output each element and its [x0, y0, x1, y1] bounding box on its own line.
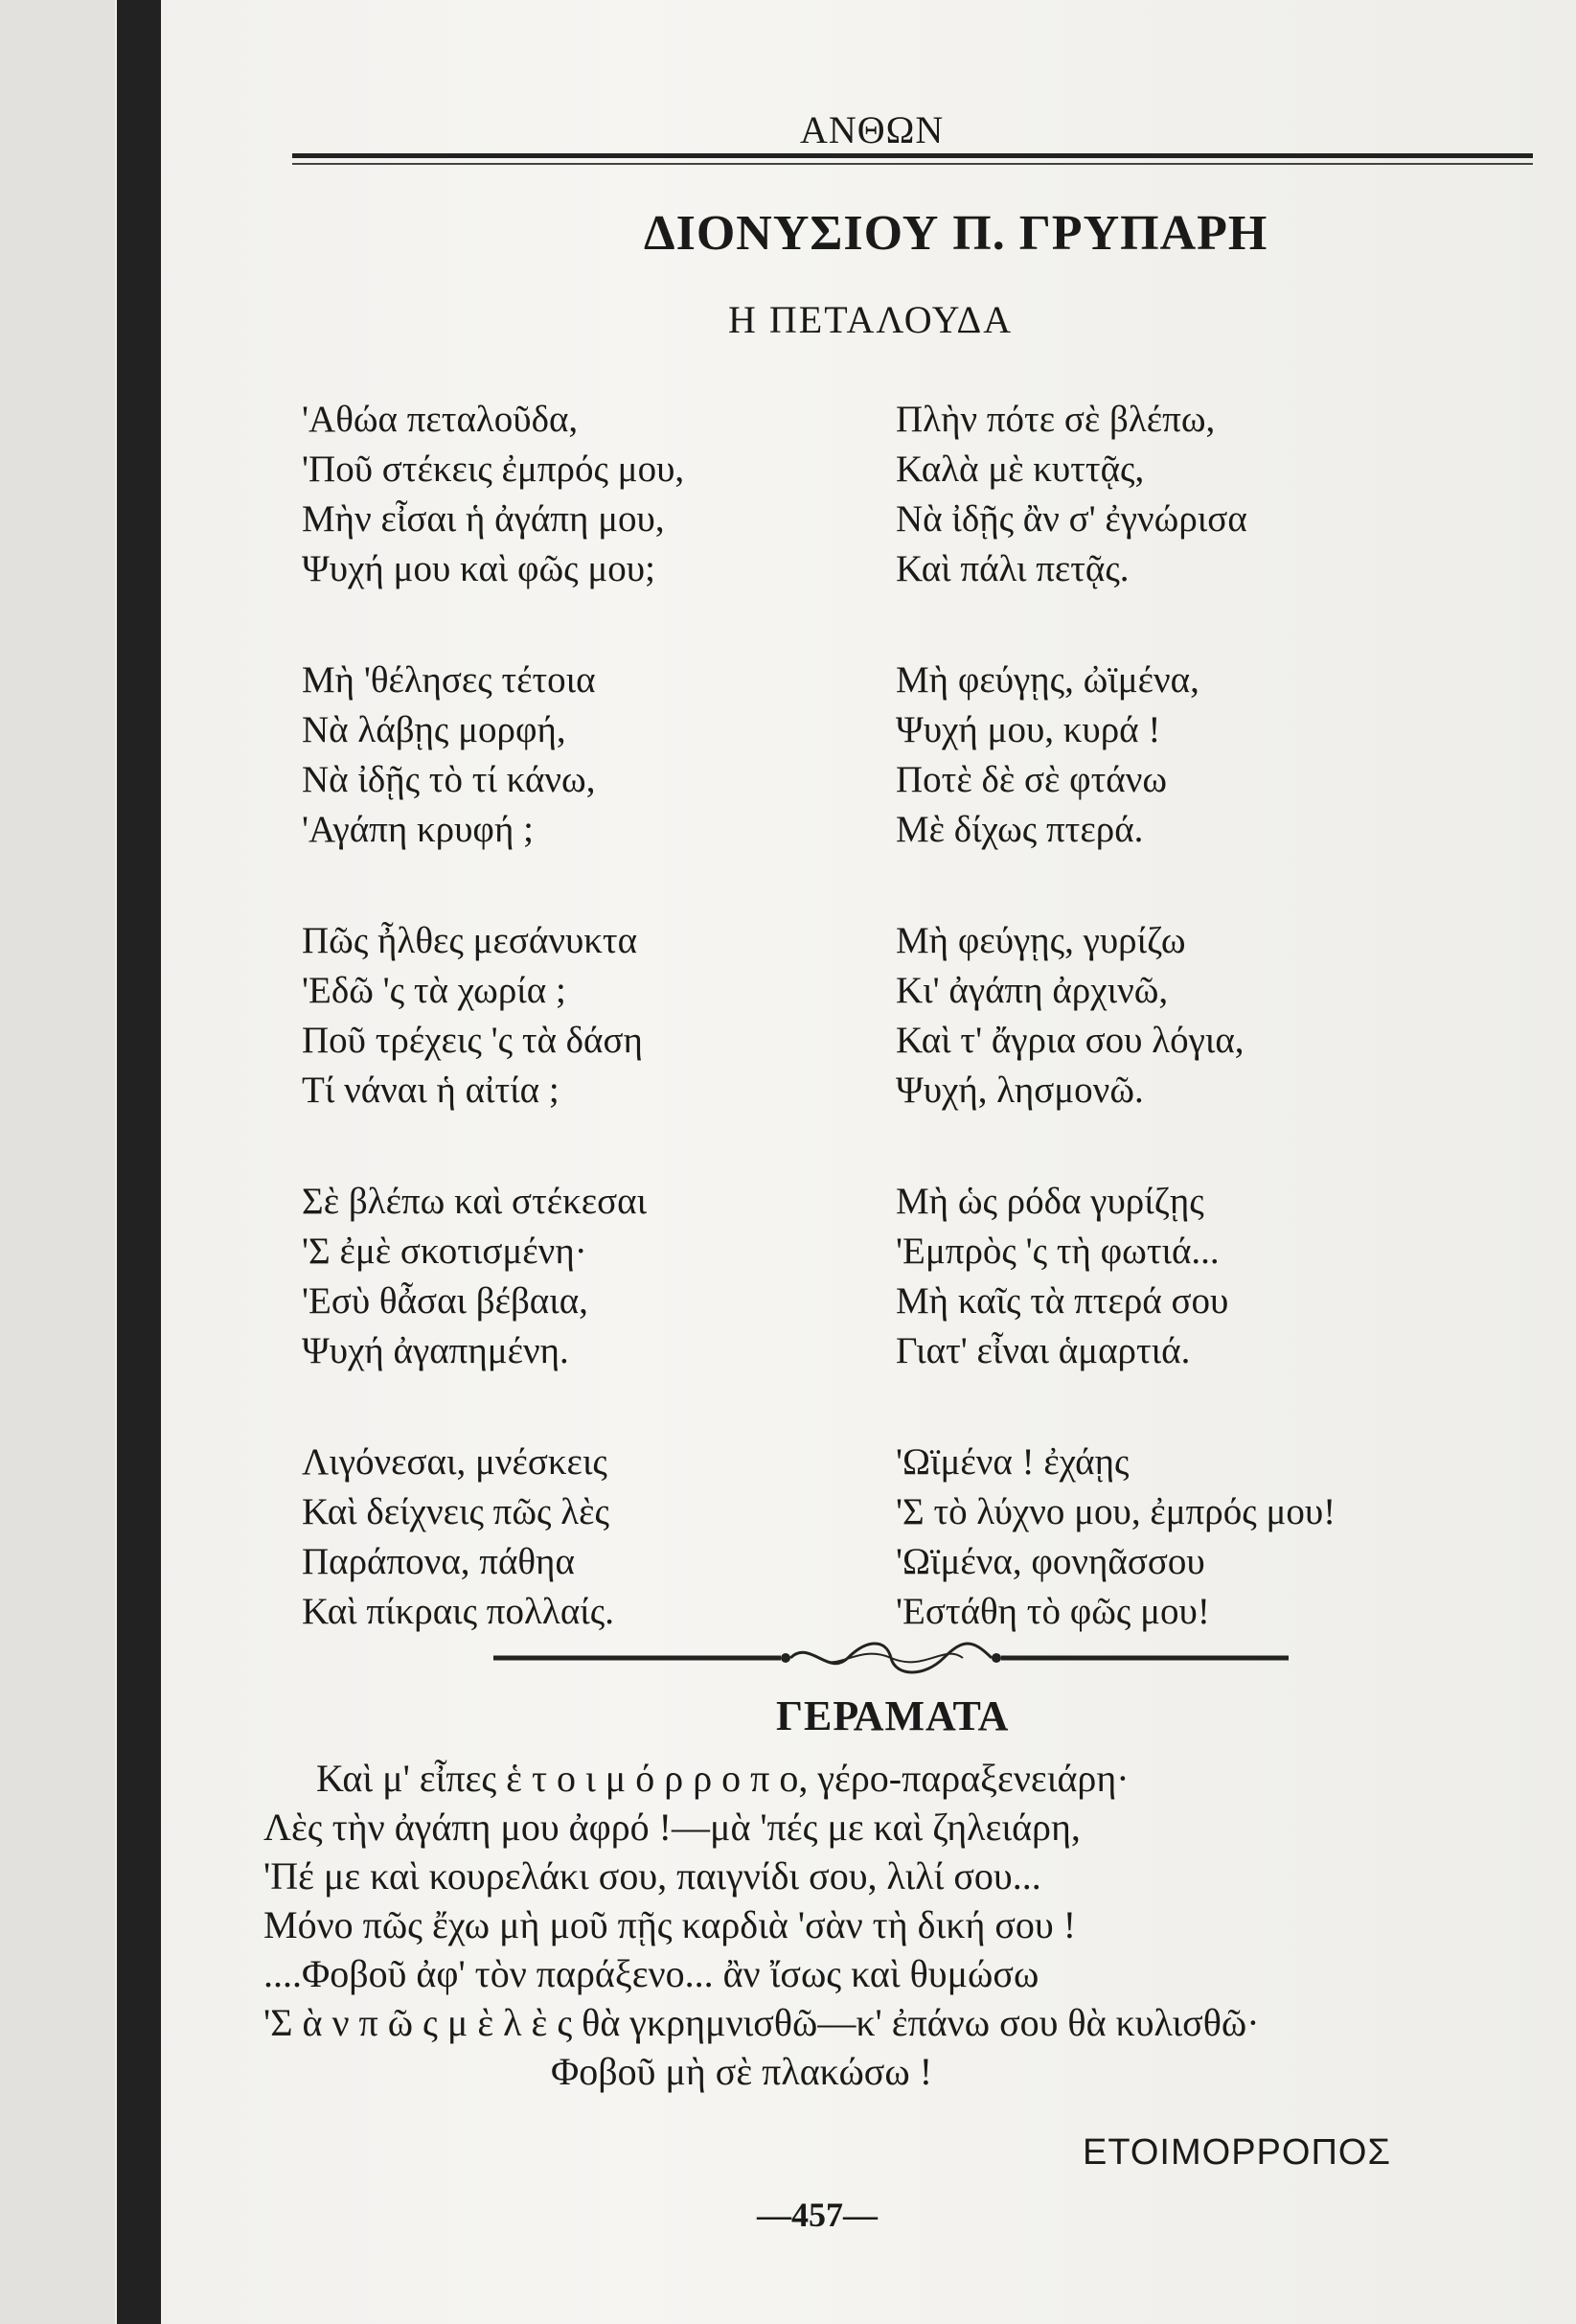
- verse-line: Ποτὲ δὲ σὲ φτάνω: [896, 759, 1168, 800]
- author-heading: ΔΙΟΝΥΣΙΟΥ Π. ΓΡΥΠΑΡΗ: [644, 206, 1268, 261]
- verse-line: Γιατ' εἶναι ἁμαρτιά.: [896, 1330, 1191, 1371]
- page-number: —457—: [757, 2196, 878, 2234]
- verse-line: Σὲ βλέπω καὶ στέκεσαι: [302, 1181, 648, 1222]
- short-poem-line: Καὶ μ' εἶπες ἑ τ ο ι μ ό ρ ρ ο π ο, γέρο-παραξενειάρη·: [316, 1757, 1130, 1800]
- header-rule: [292, 153, 1533, 158]
- verse-line: Μὴ καῖς τὰ πτερά σου: [896, 1280, 1229, 1322]
- stanza: [302, 916, 684, 1116]
- running-header: ΑΝΘΩΝ: [800, 108, 945, 151]
- verse-line: Καὶ δείχνεις πῶς λὲς: [302, 1491, 609, 1532]
- verse-line: Μὲ δίχως πτερά.: [896, 809, 1144, 850]
- verse-line: 'Σ τὸ λύχνο μου, ἐμπρός μου!: [896, 1491, 1336, 1532]
- short-poem: [263, 1754, 1260, 2096]
- verse-line: Λιγόνεσαι, μνέσκεις: [302, 1441, 607, 1483]
- verse-line: Τί νάναι ἡ αἰτία ;: [302, 1070, 560, 1111]
- verse-line: 'Αγάπη κρυφή ;: [302, 809, 534, 850]
- verse-line: Κι' ἀγάπη ἀρχινῶ,: [896, 970, 1169, 1011]
- header-rule-thin: [292, 163, 1533, 165]
- stanza: [302, 1438, 684, 1637]
- verse-line: Μὴ ὡς ρόδα γυρίζῃς: [896, 1181, 1204, 1222]
- stanza: [896, 1177, 1336, 1376]
- verse-line: 'Εστάθη τὸ φῶς μου!: [896, 1591, 1210, 1632]
- verse-line: Πῶς ἦλθες μεσάνυκτα: [302, 920, 638, 961]
- poem-column-left: [302, 395, 684, 1698]
- stanza: [896, 916, 1336, 1116]
- verse-line: 'Ωϊμένα, φονηᾶσσου: [896, 1541, 1205, 1582]
- verse-line: Νὰ ἰδῇς τὸ τί κάνω,: [302, 759, 596, 800]
- verse-line: Νὰ λάβῃς μορφή,: [302, 709, 566, 750]
- verse-line: Ποῦ τρέχεις 'ς τὰ δάση: [302, 1020, 643, 1061]
- verse-line: Μὴ φεύγῃς, γυρίζω: [896, 920, 1186, 961]
- verse-line: 'Εδῶ 'ς τὰ χωρία ;: [302, 970, 566, 1011]
- verse-line: Ψυχή μου καὶ φῶς μου;: [302, 548, 655, 589]
- verse-line: 'Εσὺ θἆσαι βέβαια,: [302, 1280, 588, 1322]
- verse-line: Ψυχή μου, κυρά !: [896, 709, 1161, 750]
- verse-line: Πλὴν πότε σὲ βλέπω,: [896, 399, 1216, 440]
- poem-title: Η ΠΕΤΑΛΟΥΔΑ: [728, 298, 1014, 341]
- poem-column-right: [896, 395, 1336, 1698]
- verse-line: Μὴ φεύγῃς, ὠϊμένα,: [896, 659, 1199, 701]
- verse-line: 'Ποῦ στέκεις ἐμπρός μου,: [302, 449, 685, 490]
- book-binding: [117, 0, 161, 2324]
- short-poem-title: ΓΕΡΑΜΑΤΑ: [776, 1692, 1010, 1739]
- stanza: [896, 1438, 1336, 1637]
- stanza: [896, 395, 1336, 594]
- verse-line: Καλὰ μὲ κυττᾷς,: [896, 449, 1145, 490]
- stanza: [302, 395, 684, 594]
- short-poem-line: 'Πέ με καὶ κουρελάκι σου, παιγνίδι σου, λιλί σου...: [263, 1854, 1041, 1898]
- verse-line: Καὶ πίκραις πολλαίς.: [302, 1591, 614, 1632]
- short-poem-line: Λὲς τὴν ἀγάπη μου ἀφρό !—μὰ 'πές με καὶ ζηλειάρη,: [263, 1806, 1081, 1849]
- verse-line: 'Αθώα πεταλοῦδα,: [302, 399, 579, 440]
- ornamental-divider: [493, 1639, 1289, 1677]
- previous-page-edge: [0, 0, 115, 2324]
- verse-line: Μὴ 'θέλησες τέτοια: [302, 659, 596, 701]
- verse-line: Καὶ τ' ἄγρια σου λόγια,: [896, 1020, 1245, 1061]
- short-poem-line: Φοβοῦ μὴ σὲ πλακώσω !: [551, 2050, 933, 2093]
- stanza: [302, 1177, 684, 1376]
- signature: ΕΤΟΙΜΟΡΡΟΠΟΣ: [1083, 2132, 1391, 2173]
- verse-line: Μὴν εἶσαι ἡ ἀγάπη μου,: [302, 498, 665, 540]
- verse-line: 'Σ ἐμὲ σκοτισμένη·: [302, 1231, 587, 1272]
- verse-line: Ψυχή, λησμονῶ.: [896, 1070, 1144, 1111]
- verse-line: Καὶ πάλι πετᾷς.: [896, 548, 1130, 589]
- short-poem-line: 'Σ ὰ ν π ῶ ς μ ὲ λ ὲ ς θὰ γκρημνισθῶ—κ' ἐπάνω σου θὰ κυλισθῶ·: [263, 2001, 1260, 2044]
- stanza: [302, 656, 684, 855]
- verse-line: 'Ωϊμένα ! ἐχάῃς: [896, 1441, 1130, 1483]
- verse-line: Νὰ ἰδῇς ἂν σ' ἐγνώρισα: [896, 498, 1247, 540]
- stanza: [896, 656, 1336, 855]
- short-poem-line: ....Φοβοῦ ἀφ' τὸν παράξενο... ἂν ἴσως καὶ θυμώσω: [263, 1952, 1039, 1995]
- short-poem-line: Μόνο πῶς ἔχω μὴ μοῦ πῇς καρδιὰ 'σὰν τὴ δική σου !: [263, 1903, 1077, 1946]
- verse-line: Ψυχή ἀγαπημένη.: [302, 1330, 569, 1371]
- verse-line: Παράπονα, πάθηα: [302, 1541, 575, 1582]
- verse-line: 'Εμπρὸς 'ς τὴ φωτιά...: [896, 1231, 1220, 1272]
